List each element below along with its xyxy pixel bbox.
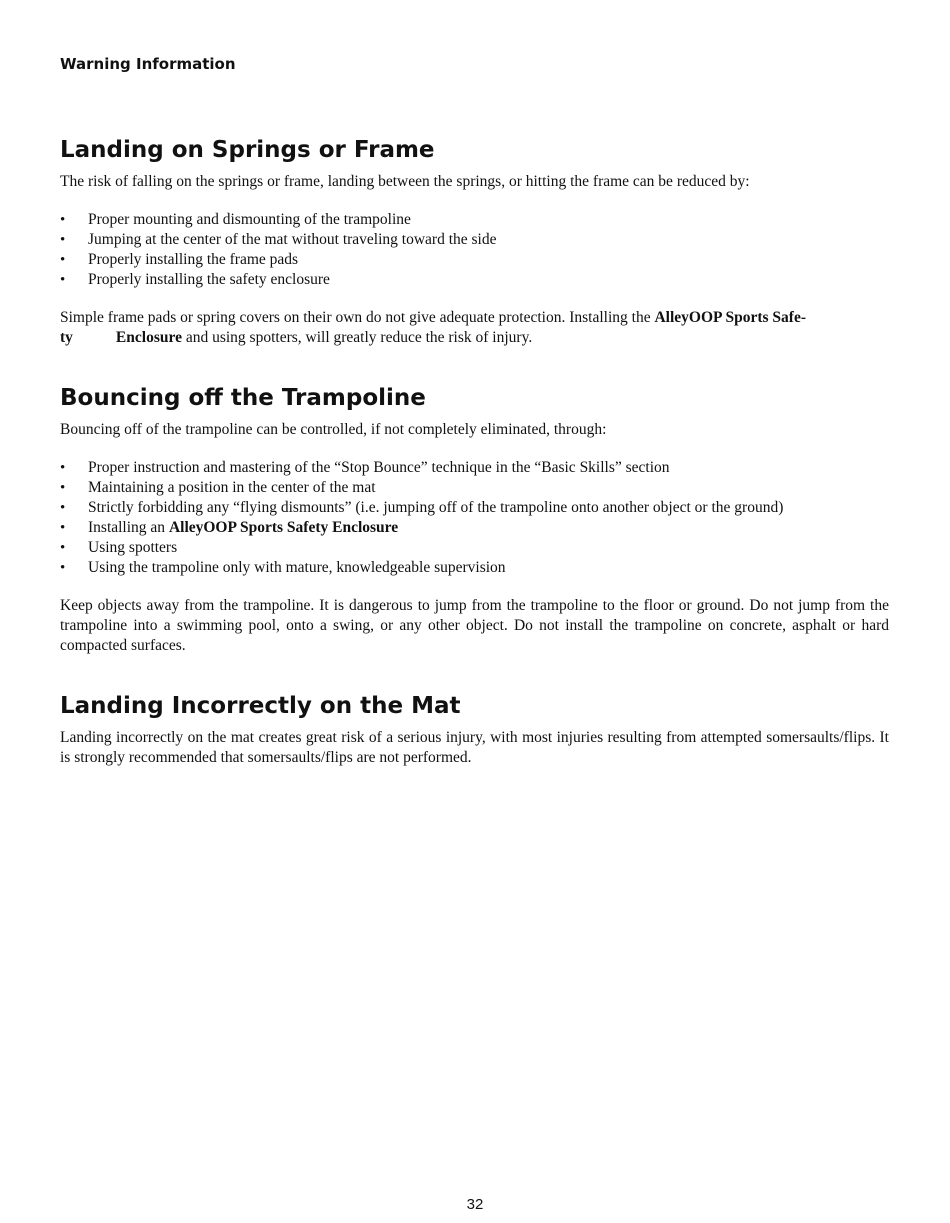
list-item xyxy=(60,518,889,538)
section-intro: The risk of falling on the springs or frame, landing between the springs, or hitting the frame can be reduced by: xyxy=(60,173,750,190)
running-head: Warning Information xyxy=(60,55,236,73)
list-item: • Using the trampoline only with mature, knowledgeable supervision xyxy=(60,558,889,578)
bullet-list xyxy=(60,458,889,578)
closing-text: and using spotters, will greatly reduce the risk of injury. xyxy=(181,329,533,346)
list-item-text: Installing an xyxy=(88,519,169,536)
section-heading: Bouncing off the Trampoline xyxy=(60,385,426,411)
section-heading: Landing on Springs or Frame xyxy=(60,137,435,163)
product-name: AlleyOOP Sports Safe- xyxy=(654,309,807,326)
list-item: • Properly installing the frame pads xyxy=(60,250,889,270)
section-heading: Landing Incorrectly on the Mat xyxy=(60,693,461,719)
list-item: • Maintaining a position in the center of the mat xyxy=(60,478,889,498)
section-bouncing-off xyxy=(60,384,889,656)
list-item: • Strictly forbidding any “flying dismounts” (i.e. jumping off of the trampoline onto another object or the ground) xyxy=(60,498,889,518)
page-number: 32 xyxy=(466,1196,484,1213)
product-name: ty xyxy=(60,329,73,346)
section-landing-incorrectly xyxy=(60,692,889,768)
section-closing xyxy=(60,308,889,348)
list-item: • Proper mounting and dismounting of the trampoline xyxy=(60,210,889,230)
section-landing-on-springs xyxy=(60,136,889,348)
section-closing: Keep objects away from the trampoline. It is dangerous to jump from the trampoline to the floor or ground. Do not jump from the trampoline into a swimming pool, onto a swing, or any other object. Do not install the trampoline on concrete, asphalt or hard compacted surfaces. xyxy=(60,597,889,654)
section-intro: Bouncing off of the trampoline can be controlled, if not completely eliminated, through: xyxy=(60,421,607,438)
list-item: • Using spotters xyxy=(60,538,889,558)
list-item: • Properly installing the safety enclosure xyxy=(60,270,889,290)
section-body: Landing incorrectly on the mat creates great risk of a serious injury, with most injuries resulting from attempted somersaults/flips. It is strongly recommended that somersaults/flips are not performed. xyxy=(60,729,889,766)
list-item: • Jumping at the center of the mat without traveling toward the side xyxy=(60,230,889,250)
product-name: Enclosure xyxy=(115,329,182,346)
list-item: • Proper instruction and mastering of the “Stop Bounce” technique in the “Basic Skills” section xyxy=(60,458,889,478)
closing-text: Simple frame pads or spring covers on their own do not give adequate protection. Installing the xyxy=(60,309,655,326)
product-name: AlleyOOP Sports Safety Enclosure xyxy=(168,519,399,536)
bullet-list xyxy=(60,210,889,290)
